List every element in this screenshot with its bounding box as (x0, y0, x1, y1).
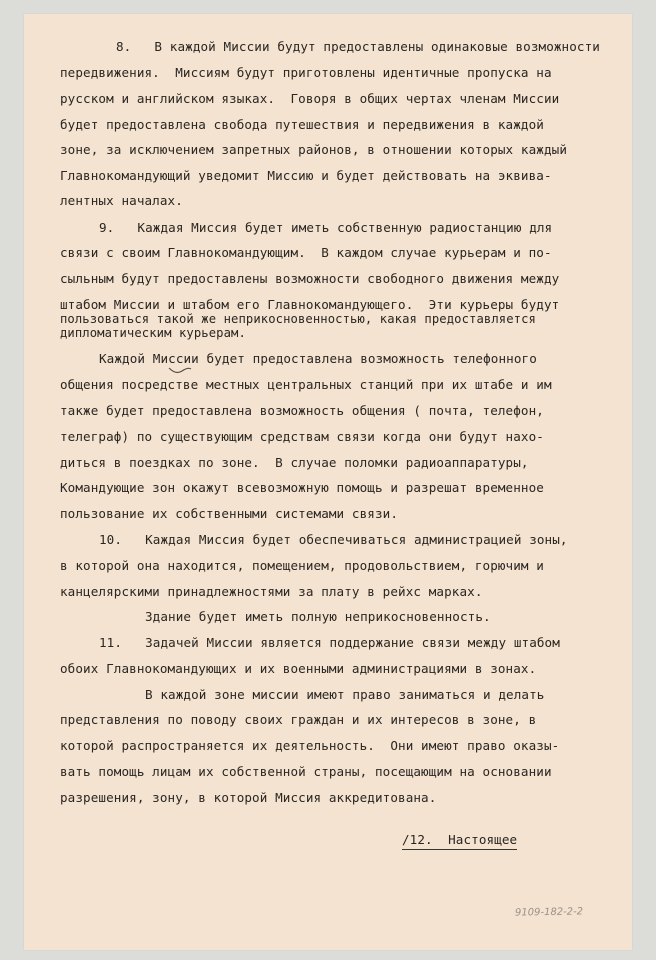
text-line: в которой она находится, помещением, продовольствием, горючим и (60, 558, 544, 573)
text-line: связи с своим Главнокомандующим. В каждом случае курьерам и по- (60, 245, 552, 260)
archive-reference: 9109-182-2-2 (514, 906, 584, 919)
text-line: передвижения. Миссиям будут приготовлены идентичные пропуска на (60, 65, 552, 80)
continuation-marker: /12. Настоящее (402, 832, 517, 850)
pen-correction-mark (168, 366, 192, 376)
text-line: вать помощь лицам их собственной страны, посещающим на основании (60, 764, 552, 779)
text-line: представления по поводу своих граждан и их интересов в зоне, в (60, 712, 537, 727)
text-line: пользование их собственными системами связи. (60, 506, 399, 521)
text-line: диться в поездках по зоне. В случае поломки радиоаппаратуры, (60, 455, 529, 470)
text-line: сыльным будут предоставлены возможности свободного движения между (60, 271, 560, 286)
text-line: Каждой Миссии будет предоставлена возможность телефонного (99, 351, 537, 366)
text-line: зоне, за исключением запретных районов, в отношении которых каждый (60, 142, 568, 157)
text-line: штабом Миссии и штабом его Главнокомандующего. Эти курьеры будут (60, 297, 560, 312)
text-line: Главнокомандующий уведомит Миссию и будет действовать на эквива- (60, 168, 552, 183)
text-line: русском и английском языках. Говоря в общих чертах членам Миссии (60, 91, 560, 106)
text-line: канцелярскими принадлежностями за плату в рейхс марках. (60, 584, 483, 599)
text-line: будет предоставлена свобода путешествия и передвижения в каждой (60, 117, 544, 132)
text-line: разрешения, зону, в которой Миссия аккредитована. (60, 790, 437, 805)
text-line: 10. Каждая Миссия будет обеспечиваться администрацией зоны, (99, 532, 568, 547)
text-line: 8. В каждой Миссии будут предоставлены одинаковые возможности (116, 39, 600, 54)
text-line: дипломатическим курьерам. (60, 326, 246, 340)
text-line: общения посредстве местных центральных станций при их штабе и им (60, 377, 552, 392)
text-line: лентных началах. (60, 193, 183, 208)
text-line: обоих Главнокомандующих и их военными администрациями в зонах. (60, 661, 537, 676)
text-line: телеграф) по существующим средствам связи когда они будут нахо- (60, 429, 544, 444)
text-line: В каждой зоне миссии имеют право заниматься и делать (145, 687, 545, 702)
text-line: которой распространяется их деятельность. Они имеют право оказы- (60, 738, 560, 753)
text-line: Здание будет иметь полную неприкосновенность. (145, 609, 491, 624)
text-line: 9. Каждая Миссия будет иметь собственную радиостанцию для (99, 220, 553, 235)
text-line: пользоваться такой же неприкосновенностью, какая предоставляется (60, 312, 536, 326)
text-line: 11. Задачей Миссии является поддержание связи между штабом (99, 635, 560, 650)
text-line: Командующие зон окажут всевозможную помощь и разрешат временное (60, 480, 544, 495)
text-line: также будет предоставлена возможность общения ( почта, телефон, (60, 403, 544, 418)
